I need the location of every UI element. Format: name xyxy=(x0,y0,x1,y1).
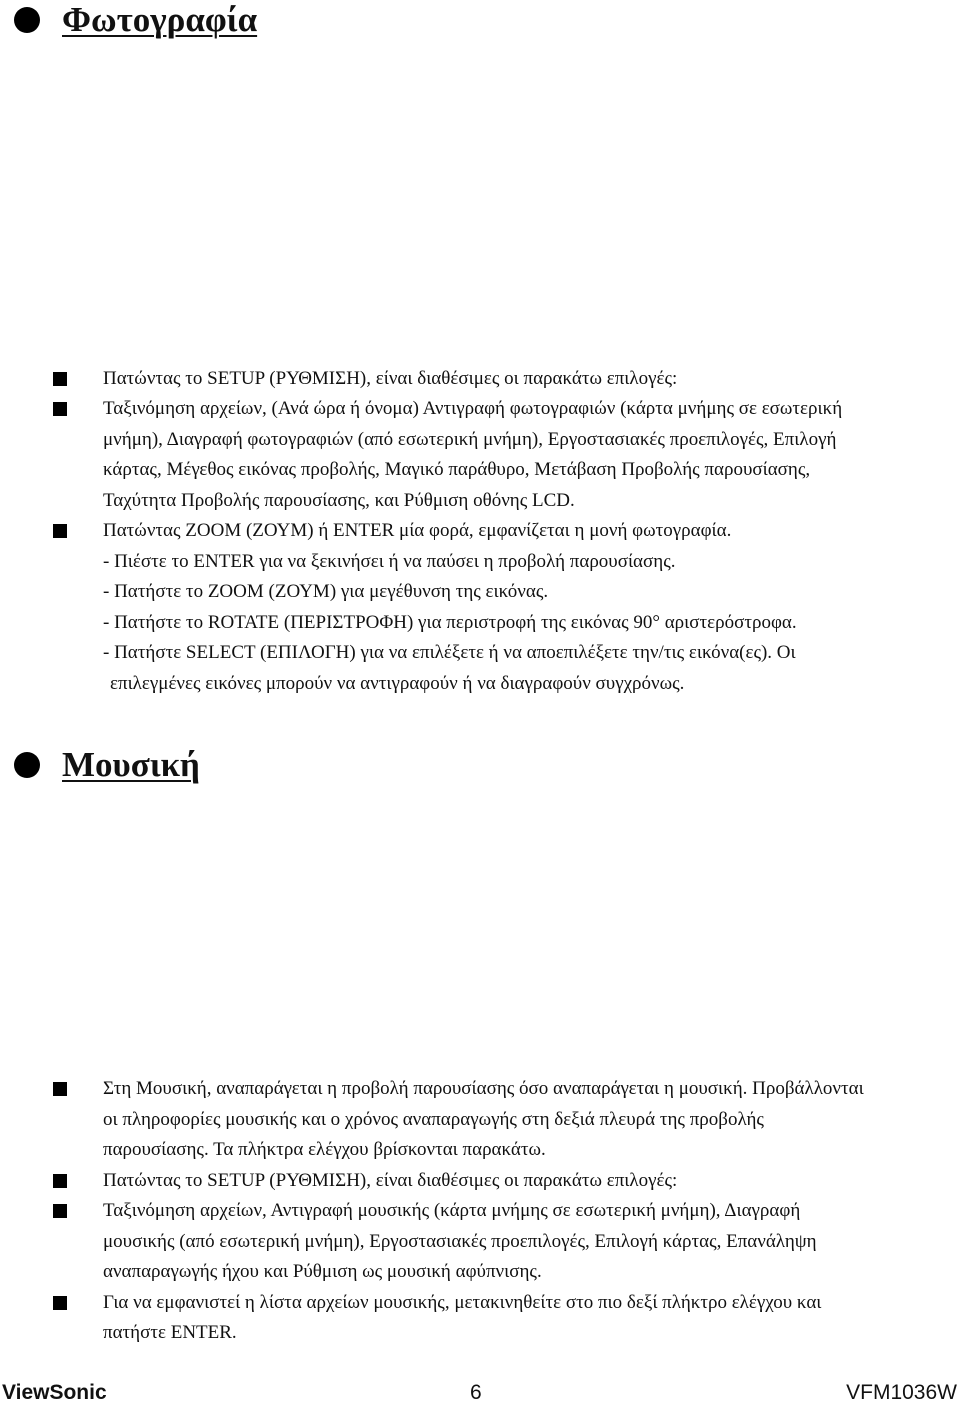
music-line: παρουσίασης. Τα πλήκτρα ελέγχου βρίσκονται παρακάτω. xyxy=(103,1139,546,1160)
bullet-dot-icon xyxy=(14,752,40,778)
photo-line: - Πατήστε το ZOOM (ΖΟΥΜ) για μεγέθυνση της εικόνας. xyxy=(103,581,549,602)
photo-line: Πατώντας το SETUP (ΡΥΘΜΙΣΗ), είναι διαθέσιμες οι παρακάτω επιλογές: xyxy=(103,368,678,389)
photo-line: - Πατήστε το ROTATE (ΠΕΡΙΣΤΡΟΦΗ) για περιστροφή της εικόνας 90° αριστερόστροφα. xyxy=(103,612,797,633)
square-bullet-icon xyxy=(53,1204,67,1218)
photo-section-title: Φωτογραφία xyxy=(62,0,258,39)
photo-line: Ταχύτητα Προβολής παρουσίασης, και Ρύθμιση οθόνης LCD. xyxy=(103,490,575,511)
photo-line: μνήμη), Διαγραφή φωτογραφιών (από εσωτερική μνήμη), Εργοστασιακές προεπιλογές, Επιλογή xyxy=(103,429,837,450)
square-bullet-icon xyxy=(53,1296,67,1310)
square-bullet-icon xyxy=(53,524,67,538)
music-line: οι πληροφορίες μουσικής και ο χρόνος αναπαραγωγής στη δεξιά πλευρά της προβολής xyxy=(103,1109,764,1130)
page-footer xyxy=(0,1380,960,1406)
square-bullet-icon xyxy=(53,372,67,386)
music-line: Πατώντας το SETUP (ΡΥΘΜΙΣΗ), είναι διαθέσιμες οι παρακάτω επιλογές: xyxy=(103,1170,678,1191)
music-line: αναπαραγωγής ήχου και Ρύθμιση ως μουσική αφύπνισης. xyxy=(103,1261,542,1282)
footer-brand: ViewSonic xyxy=(2,1381,107,1404)
music-section-heading xyxy=(14,745,200,785)
bullet-dot-icon xyxy=(14,7,40,33)
music-line: Ταξινόμηση αρχείων, Αντιγραφή μουσικής (κάρτα μνήμης σε εσωτερική μνήμη), Διαγραφή xyxy=(103,1200,801,1221)
photo-line: Ταξινόμηση αρχείων, (Ανά ώρα ή όνομα) Αντιγραφή φωτογραφιών (κάρτα μνήμης σε εσωτερική xyxy=(103,398,843,419)
music-section-title: Μουσική xyxy=(62,745,200,784)
square-bullet-icon xyxy=(53,402,67,416)
photo-line: κάρτας, Μέγεθος εικόνας προβολής, Μαγικό παράθυρο, Μετάβαση Προβολής παρουσίασης, xyxy=(103,459,811,480)
music-line: Για να εμφανιστεί η λίστα αρχείων μουσικής, μετακινηθείτε στο πιο δεξί πλήκτρο ελέγχου και xyxy=(103,1292,822,1313)
photo-line: - Πιέστε το ENTER για να ξεκινήσει ή να παύσει η προβολή παρουσίασης. xyxy=(103,551,676,572)
photo-line: Πατώντας ZOOM (ΖΟΥΜ) ή ENTER μία φορά, εμφανίζεται η μονή φωτογραφία. xyxy=(103,520,732,541)
photo-line: - Πατήστε SELECT (ΕΠΙΛΟΓΗ) για να επιλέξετε ή να αποεπιλέξετε την/τις εικόνα(ες). Οι xyxy=(103,642,796,663)
music-line: Στη Μουσική, αναπαράγεται η προβολή παρουσίασης όσο αναπαράγεται η μουσική. Προβάλλονται xyxy=(103,1078,864,1099)
footer-page-number: 6 xyxy=(470,1381,482,1404)
square-bullet-icon xyxy=(53,1082,67,1096)
music-line: πατήστε ENTER. xyxy=(103,1322,237,1343)
photo-line: επιλεγμένες εικόνες μπορούν να αντιγραφούν ή να διαγραφούν συγχρόνως. xyxy=(110,673,685,694)
photo-section-heading xyxy=(14,0,257,40)
music-line: μουσικής (από εσωτερική μνήμη), Εργοστασιακές προεπιλογές, Επιλογή κάρτας, Επανάληψη xyxy=(103,1231,817,1252)
footer-model: VFM1036W xyxy=(846,1381,957,1404)
square-bullet-icon xyxy=(53,1174,67,1188)
